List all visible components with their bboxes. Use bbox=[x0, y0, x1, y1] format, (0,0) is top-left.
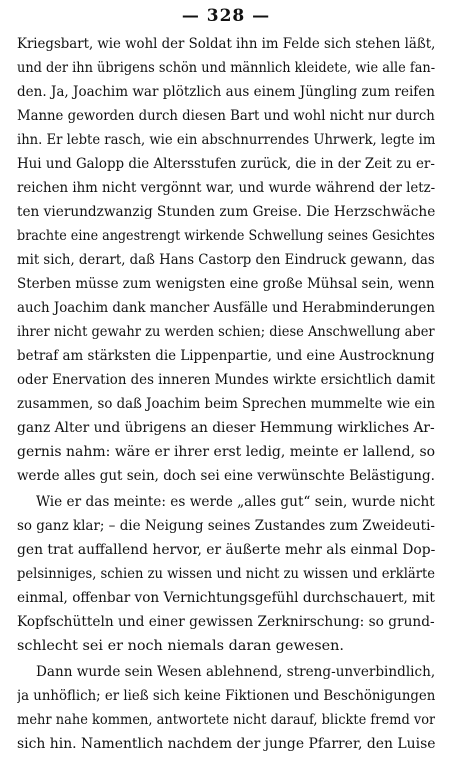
text-line: pelsinniges, schien zu wissen und nicht zu wissen und erklärte bbox=[17, 566, 435, 582]
text-line: Kopfschütteln und einer gewissen Zerknirschung: so grund- bbox=[17, 614, 435, 630]
text-line: und der ihn übrigens schön und männlich kleidete, wie alle fan- bbox=[17, 60, 435, 76]
text-line: mehr nahe kommen, antwortete nicht darauf, blickte fremd vor bbox=[17, 712, 435, 728]
text-line: Sterben müsse zum wenigsten eine große Mühsal sein, wenn bbox=[17, 276, 435, 292]
text-line: gernis nahm: wäre er ihrer erst ledig, meinte er lallend, so bbox=[17, 444, 435, 460]
text-line: so ganz klar; – die Neigung seines Zustandes zum Zweideuti- bbox=[17, 518, 435, 534]
text-line: reichen ihm nicht vergönnt war, und wurde während der letz- bbox=[17, 180, 435, 196]
paragraph-last-line: werde alles gut sein, doch sei eine verwünschte Belästigung. bbox=[17, 468, 435, 484]
paragraph-first-line: Dann wurde sein Wesen ablehnend, streng-unverbindlich, bbox=[36, 664, 435, 680]
text-line: Hui und Galopp die Altersstufen zurück, die in der Zeit zu er- bbox=[17, 156, 435, 172]
text-line: mit sich, derart, daß Hans Castorp den Eindruck gewann, das bbox=[17, 252, 435, 268]
text-line: sich hin. Namentlich nachdem der junge Pfarrer, den Luise bbox=[17, 736, 435, 752]
text-line: ihrer nicht gewahr zu werden schien; diese Anschwellung aber bbox=[17, 324, 435, 340]
paragraph-last-line: schlecht sei er noch niemals daran gewesen. bbox=[17, 638, 344, 654]
text-line: oder Enervation des inneren Mundes wirkte ersichtlich damit bbox=[17, 372, 435, 388]
text-line: ihn. Er lebte rasch, wie ein abschnurrendes Uhrwerk, legte im bbox=[17, 132, 435, 148]
text-line: zusammen, so daß Joachim beim Sprechen mummelte wie ein bbox=[17, 396, 435, 412]
text-line: auch Joachim dank mancher Ausfälle und Herabminderungen bbox=[17, 300, 435, 316]
text-line: brachte eine angestrengt wirkende Schwellung seines Gesichtes bbox=[17, 228, 435, 244]
paragraph-first-line: Wie er das meinte: es werde „alles gut“ sein, wurde nicht bbox=[36, 494, 435, 510]
text-line: Kriegsbart, wie wohl der Soldat ihn im Felde sich stehen läßt, bbox=[17, 36, 435, 52]
text-line: einmal, offenbar von Vernichtungsgefühl durchschauert, mit bbox=[17, 590, 435, 606]
text-line: Manne geworden durch diesen Bart und wohl nicht nur durch bbox=[17, 108, 435, 124]
page-number: — 328 — bbox=[181, 6, 271, 26]
text-line: ganz Alter und übrigens an dieser Hemmung wirkliches Ar- bbox=[17, 420, 435, 436]
text-line: gen trat auffallend hervor, er äußerte mehr als einmal Dop- bbox=[17, 542, 435, 558]
text-line: ten vierundzwanzig Stunden zum Greise. Die Herzschwäche bbox=[17, 204, 435, 220]
text-line: ja unhöflich; er ließ sich keine Fiktionen und Beschönigungen bbox=[17, 688, 435, 704]
text-line: betraf am stärksten die Lippenpartie, und eine Austrocknung bbox=[17, 348, 435, 364]
text-line: den. Ja, Joachim war plötzlich aus einem Jüngling zum reifen bbox=[17, 84, 435, 100]
